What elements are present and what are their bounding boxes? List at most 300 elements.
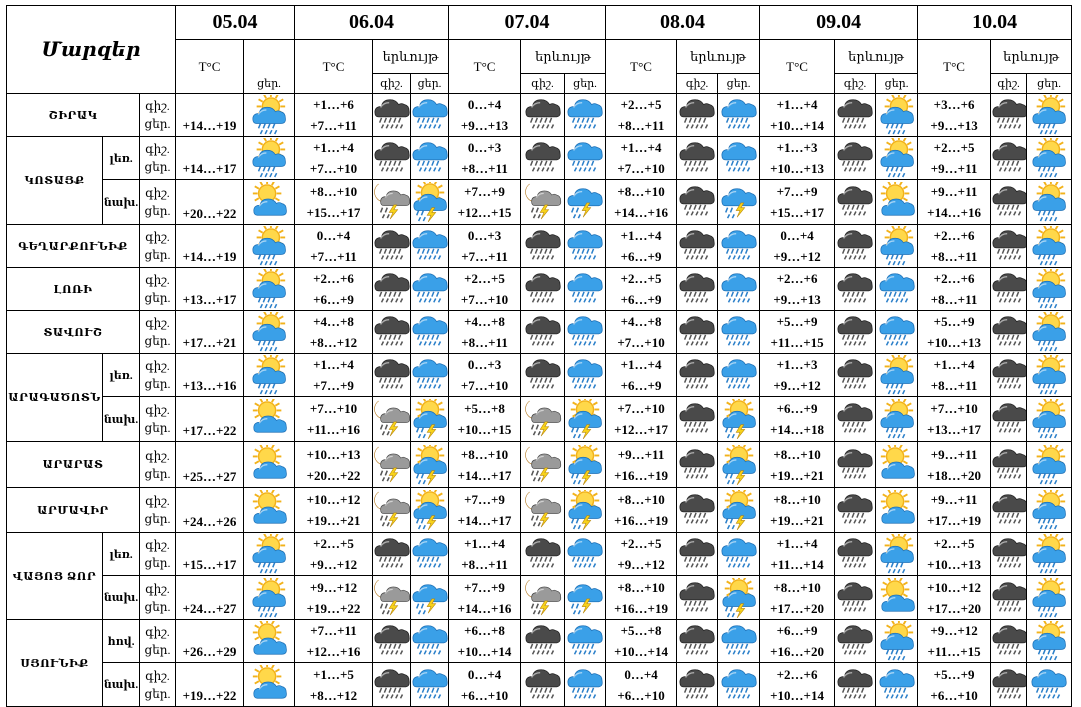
- date-header: 10.04: [918, 6, 1072, 40]
- day-temperature: +16…+19: [614, 467, 668, 483]
- night-temperature: +7…+9: [776, 184, 818, 199]
- night-temperature: +1…+4: [933, 357, 975, 372]
- temperature-cell: [606, 268, 677, 311]
- night-temperature: +9…+11: [930, 184, 978, 199]
- dark-rain-icon: [991, 94, 1027, 137]
- night-temperature: +1…+4: [313, 140, 354, 155]
- temperature-cell: [449, 137, 521, 180]
- night-label: գիշ.: [145, 142, 170, 156]
- temperature-cell: [918, 442, 991, 488]
- night-temperature: +8…+10: [617, 184, 665, 199]
- night-temperature: 0…+4: [467, 97, 502, 112]
- temperature-cell: [918, 533, 991, 576]
- night-day-labels: [140, 397, 176, 442]
- sun-rain-icon: [1027, 94, 1072, 137]
- night-temperature: +1…+4: [313, 357, 354, 372]
- day-label: ցեր.: [144, 377, 171, 391]
- cloud-rain-icon: [411, 354, 449, 397]
- night-storm-icon: [373, 397, 411, 442]
- sun-rain-icon: [876, 533, 918, 576]
- night-storm-icon: [373, 488, 411, 533]
- temperature-cell: [606, 576, 677, 620]
- night-temperature: +5…+9: [933, 666, 975, 682]
- day-temperature: +15…+17: [770, 205, 824, 220]
- dark-rain-icon: [991, 180, 1027, 225]
- night-temperature: +8…+10: [617, 579, 665, 595]
- sun-rain-icon: [1027, 180, 1072, 225]
- night-day-labels: [140, 620, 176, 663]
- cloud-rain-icon: [718, 268, 760, 311]
- dark-rain-icon: [835, 225, 876, 268]
- day-label: ցեր.: [144, 686, 171, 701]
- night-temperature: +9…+11: [930, 446, 978, 462]
- day-temperature: +7…+10: [460, 378, 509, 393]
- cloud-rain-icon: [718, 533, 760, 576]
- temperature-cell: [449, 225, 521, 268]
- cloud-rain-icon: [565, 137, 606, 180]
- temperature-cell: [918, 576, 991, 620]
- cloud-rain-icon: [565, 311, 606, 354]
- temperature-cell: [760, 94, 835, 137]
- sun-rain-icon: [876, 620, 918, 663]
- temperature-cell: +15…+17: [176, 533, 244, 576]
- temperature-cell: [606, 225, 677, 268]
- night-temperature: +8…+10: [773, 492, 821, 507]
- day-temperature: +6…+10: [617, 687, 665, 703]
- zone-label: հով.: [103, 620, 140, 663]
- day-label: ցեր.: [144, 466, 171, 481]
- day-temperature: +9…+12: [617, 557, 665, 572]
- cloud-rain-icon: [718, 620, 760, 663]
- sun-rain-icon: [244, 576, 295, 620]
- night-storm-icon: [521, 576, 565, 620]
- zone-label: լեռ.: [103, 533, 140, 576]
- night-day-labels: [140, 268, 176, 311]
- cloud-rain-icon: [718, 663, 760, 707]
- night-temperature: +10…+12: [927, 579, 981, 595]
- region-row: [7, 620, 1072, 663]
- day-temperature: +8…+11: [461, 557, 508, 572]
- sun-rain-icon: [876, 225, 918, 268]
- temperature-cell: [295, 442, 373, 488]
- sun-rain-icon: [244, 311, 295, 354]
- night-temperature: +8…+10: [617, 492, 665, 507]
- temperature-cell: [760, 663, 835, 707]
- temperature-cell: +14…+19: [176, 94, 244, 137]
- cloud-rain-icon: [876, 268, 918, 311]
- day-temperature: +6…+9: [620, 249, 662, 264]
- cloud-rain-icon: [411, 137, 449, 180]
- night-label: գիշ.: [145, 359, 170, 373]
- temperature-cell: [295, 397, 373, 442]
- dark-rain-icon: [677, 442, 718, 488]
- day-temperature: +9…+11: [930, 161, 978, 176]
- dark-rain-icon: [991, 620, 1027, 663]
- dark-rain-icon: [835, 268, 876, 311]
- night-temperature: +7…+9: [464, 579, 505, 595]
- phen-header-blank: [244, 40, 295, 74]
- zone-label: նախ.: [103, 663, 140, 707]
- night-temperature: +2…+5: [933, 140, 975, 155]
- temperature-cell: [449, 533, 521, 576]
- day-temperature: +11…+15: [927, 644, 981, 659]
- temperature-cell: [918, 180, 991, 225]
- night-temperature: +2…+5: [464, 271, 505, 286]
- dark-rain-icon: [521, 533, 565, 576]
- temperature-cell: [606, 354, 677, 397]
- temp-header: T°C: [176, 40, 244, 94]
- region-name: ԱՐԱԳԱԾՈՏՆ: [7, 354, 103, 442]
- dark-rain-icon: [991, 225, 1027, 268]
- night-temperature: 0…+4: [316, 228, 351, 243]
- night-temperature: +2…+6: [933, 271, 975, 286]
- sun-storm-icon: [718, 488, 760, 533]
- dark-rain-icon: [677, 94, 718, 137]
- dark-rain-icon: [991, 442, 1027, 488]
- night-temperature: +7…+11: [310, 623, 357, 638]
- sun-rain-icon: [1027, 620, 1072, 663]
- day-temperature: +17…+20: [927, 600, 981, 616]
- temp-header: T°C: [918, 40, 991, 94]
- night-temperature: +7…+10: [617, 401, 665, 416]
- dark-rain-icon: [677, 488, 718, 533]
- night-day-labels: [140, 311, 176, 354]
- dark-rain-icon: [373, 663, 411, 707]
- temperature-cell: [606, 311, 677, 354]
- day-label: ցեր.: [144, 556, 171, 570]
- night-temperature: +10…+13: [306, 446, 361, 462]
- night-temperature: +7…+10: [309, 401, 358, 416]
- dark-rain-icon: [677, 137, 718, 180]
- phenomenon-header: երևույթ: [991, 40, 1072, 74]
- temperature-cell: [760, 354, 835, 397]
- temperature-cell: [295, 268, 373, 311]
- dark-rain-icon: [373, 94, 411, 137]
- dark-rain-icon: [521, 94, 565, 137]
- night-temperature: +1…+4: [620, 228, 662, 243]
- region-row: [7, 533, 1072, 576]
- dark-rain-icon: [373, 268, 411, 311]
- cloud-rain-icon: [718, 94, 760, 137]
- region-name: ՎԱՅՈՑ ՁՈՐ: [7, 533, 103, 620]
- dark-rain-icon: [373, 137, 411, 180]
- temperature-cell: [449, 620, 521, 663]
- temperature-cell: [918, 663, 991, 707]
- sun-storm-icon: [565, 488, 606, 533]
- phenomenon-header: երևույթ: [521, 40, 606, 74]
- night-temperature: +6…+9: [776, 401, 818, 416]
- cloud-rain-icon: [876, 663, 918, 707]
- cloud-rain-icon: [718, 311, 760, 354]
- night-temperature: +4…+8: [464, 314, 505, 329]
- date-header: 05.04: [176, 6, 295, 40]
- day-label: ցեր.: [144, 248, 171, 262]
- dark-rain-icon: [677, 311, 718, 354]
- temperature-cell: +26…+29: [176, 620, 244, 663]
- temperature-cell: [918, 225, 991, 268]
- night-label: գիշ.: [145, 538, 170, 552]
- night-day-labels: [140, 663, 176, 707]
- day-label: ցեր.: [718, 74, 760, 94]
- sun-rain-icon: [1027, 533, 1072, 576]
- dark-rain-icon: [835, 354, 876, 397]
- sun-rain-icon: [1027, 488, 1072, 533]
- temperature-cell: [606, 94, 677, 137]
- temperature-cell: +14…+17: [176, 137, 244, 180]
- dark-rain-icon: [521, 268, 565, 311]
- dark-rain-icon: [521, 354, 565, 397]
- cloud-rain-icon: [411, 533, 449, 576]
- dark-rain-icon: [521, 663, 565, 707]
- sun-rain-icon: [244, 354, 295, 397]
- night-label: գիշ.: [991, 74, 1027, 94]
- night-day-labels: [140, 576, 176, 620]
- sun-storm-icon: [565, 442, 606, 488]
- dark-rain-icon: [373, 225, 411, 268]
- night-day-labels: [140, 225, 176, 268]
- dark-rain-icon: [835, 663, 876, 707]
- night-day-labels: [140, 94, 176, 137]
- night-day-labels: [140, 137, 176, 180]
- temperature-cell: +14…+19: [176, 225, 244, 268]
- sun-cloud-icon: [244, 442, 295, 488]
- night-temperature: +2…+5: [620, 536, 662, 551]
- day-label: ցեր.: [144, 512, 171, 526]
- sun-cloud-icon: [876, 488, 918, 533]
- night-storm-icon: [521, 180, 565, 225]
- day-temperature: +8…+11: [930, 292, 978, 307]
- sun-cloud-icon: [244, 488, 295, 533]
- dark-rain-icon: [835, 620, 876, 663]
- day-temperature: +9…+12: [773, 249, 821, 264]
- sun-cloud-icon: [244, 620, 295, 663]
- day-temperature: +12…+15: [457, 205, 512, 220]
- dark-rain-icon: [677, 225, 718, 268]
- temperature-cell: +25…+27: [176, 442, 244, 488]
- date-header: 08.04: [606, 6, 760, 40]
- sun-rain-icon: [244, 533, 295, 576]
- temperature-cell: [606, 137, 677, 180]
- day-temperature: +16…+19: [614, 513, 668, 528]
- temperature-cell: [760, 488, 835, 533]
- night-temperature: +9…+12: [930, 623, 978, 638]
- night-storm-icon: [373, 576, 411, 620]
- region-row: [7, 311, 1072, 354]
- temperature-cell: +24…+26: [176, 488, 244, 533]
- night-temperature: 0…+4: [624, 666, 658, 682]
- dark-rain-icon: [991, 576, 1027, 620]
- night-temperature: +8…+10: [309, 184, 358, 199]
- cloud-rain-icon: [565, 533, 606, 576]
- night-temperature: 0…+3: [467, 357, 502, 372]
- dark-rain-icon: [521, 225, 565, 268]
- region-name: ԿՈՏԱՅՔ: [7, 137, 103, 225]
- temperature-cell: [918, 311, 991, 354]
- sun-storm-icon: [718, 397, 760, 442]
- temperature-cell: [449, 268, 521, 311]
- region-name: ՍՅՈՒՆԻՔ: [7, 620, 103, 707]
- dark-rain-icon: [677, 576, 718, 620]
- night-day-labels: [140, 180, 176, 225]
- dark-rain-icon: [677, 397, 718, 442]
- temperature-cell: [449, 311, 521, 354]
- temperature-cell: +19…+22: [176, 663, 244, 707]
- day-temperature: +14…+18: [770, 422, 824, 437]
- night-temperature: 0…+4: [467, 666, 502, 682]
- sun-rain-icon: [1027, 354, 1072, 397]
- day-temperature: +7…+9: [313, 378, 354, 393]
- dark-rain-icon: [677, 180, 718, 225]
- night-label: գիշ.: [145, 99, 170, 113]
- temperature-cell: [760, 620, 835, 663]
- region-name: ՇԻՐԱԿ: [7, 94, 140, 137]
- night-temperature: +2…+6: [933, 228, 975, 243]
- cloud-rain-icon: [565, 663, 606, 707]
- day-temperature: +10…+13: [927, 335, 981, 350]
- day-temperature: +20…+22: [306, 467, 361, 483]
- sun-rain-icon: [876, 137, 918, 180]
- night-temperature: +5…+9: [776, 314, 818, 329]
- day-temperature: +19…+21: [306, 513, 361, 528]
- night-temperature: +5…+8: [620, 623, 662, 638]
- sun-storm-icon: [411, 180, 449, 225]
- day-temperature: +11…+14: [770, 557, 824, 572]
- day-temperature: +6…+10: [930, 687, 978, 703]
- day-temperature: +18…+20: [927, 467, 981, 483]
- night-label: գիշ.: [145, 316, 170, 330]
- region-row: [7, 488, 1072, 533]
- night-label: գիշ.: [145, 273, 170, 287]
- cloud-rain-icon: [718, 137, 760, 180]
- temperature-cell: [918, 354, 991, 397]
- temperature-cell: [760, 268, 835, 311]
- phenomenon-header: երևույթ: [677, 40, 760, 74]
- region-row: [7, 268, 1072, 311]
- day-label: ցեր.: [144, 204, 171, 218]
- dark-rain-icon: [677, 354, 718, 397]
- day-label: ցեր.: [1027, 74, 1072, 94]
- night-temperature: +6…+8: [464, 623, 505, 638]
- day-temperature: +13…+17: [927, 422, 981, 437]
- day-temperature: +7…+10: [617, 161, 665, 176]
- temperature-cell: [295, 620, 373, 663]
- region-name: ԱՐԱՐԱՏ: [7, 442, 140, 488]
- night-temperature: +1…+4: [776, 536, 818, 551]
- dark-rain-icon: [991, 354, 1027, 397]
- temperature-cell: [295, 94, 373, 137]
- night-temperature: +5…+9: [933, 314, 975, 329]
- night-temperature: 0…+3: [467, 228, 502, 243]
- forecast-table: [6, 5, 1072, 707]
- cloud-rain-icon: [565, 620, 606, 663]
- night-temperature: +2…+6: [776, 271, 818, 286]
- temperature-cell: [760, 180, 835, 225]
- dark-rain-icon: [991, 663, 1027, 707]
- day-temperature: +14…+17: [457, 467, 512, 483]
- day-temperature: +15…+17: [306, 205, 361, 220]
- cloud-storm-icon: [565, 180, 606, 225]
- day-temperature: +9…+13: [773, 292, 821, 307]
- dark-rain-icon: [991, 488, 1027, 533]
- night-label: գիշ.: [521, 74, 565, 94]
- temperature-cell: +13…+16: [176, 354, 244, 397]
- night-temperature: +2…+5: [313, 536, 354, 551]
- day-temperature: +10…+14: [770, 118, 824, 133]
- dark-rain-icon: [991, 137, 1027, 180]
- temperature-cell: [918, 397, 991, 442]
- day-temperature: +7…+11: [461, 249, 508, 264]
- region-name: ԼՈՌԻ: [7, 268, 140, 311]
- night-temperature: +4…+8: [313, 314, 354, 329]
- night-temperature: 0…+3: [467, 140, 502, 155]
- sun-storm-icon: [411, 488, 449, 533]
- sun-rain-icon: [244, 268, 295, 311]
- cloud-rain-icon: [411, 268, 449, 311]
- day-temperature: +8…+11: [930, 249, 978, 264]
- day-label: ցեր.: [565, 74, 606, 94]
- regions-header: Մարզեր: [7, 6, 176, 94]
- day-temperature: +17…+19: [927, 513, 981, 528]
- temperature-cell: +24…+27: [176, 576, 244, 620]
- dark-rain-icon: [835, 137, 876, 180]
- day-temperature: +10…+13: [927, 557, 981, 572]
- night-temperature: +1…+4: [620, 357, 662, 372]
- night-temperature: +8…+10: [460, 446, 509, 462]
- day-label: ցեր.: [144, 643, 171, 657]
- region-row: [7, 354, 1072, 397]
- sun-cloud-icon: [244, 397, 295, 442]
- temp-header: T°C: [449, 40, 521, 94]
- day-temperature: +11…+15: [770, 335, 824, 350]
- cloud-storm-icon: [565, 576, 606, 620]
- temperature-cell: [606, 397, 677, 442]
- region-row: [7, 397, 1072, 442]
- cloud-rain-icon: [565, 225, 606, 268]
- temp-header: T°C: [606, 40, 677, 94]
- night-label: գիշ.: [677, 74, 718, 94]
- day-label: ցեր.: [244, 74, 295, 94]
- day-temperature: +8…+12: [309, 687, 358, 703]
- cloud-storm-icon: [411, 576, 449, 620]
- temperature-cell: [295, 663, 373, 707]
- night-temperature: +1…+3: [776, 140, 818, 155]
- night-temperature: +7…+9: [464, 492, 505, 507]
- temperature-cell: [449, 354, 521, 397]
- temperature-cell: [760, 442, 835, 488]
- day-temperature: +19…+22: [306, 600, 361, 616]
- night-temperature: +8…+10: [773, 579, 821, 595]
- sun-cloud-icon: [876, 576, 918, 620]
- region-row: [7, 180, 1072, 225]
- night-label: գիշ.: [145, 581, 170, 596]
- night-label: գիշ.: [145, 494, 170, 508]
- dark-rain-icon: [835, 488, 876, 533]
- temperature-cell: [760, 397, 835, 442]
- day-temperature: +10…+13: [770, 161, 824, 176]
- sun-rain-icon: [876, 94, 918, 137]
- night-storm-icon: [373, 180, 411, 225]
- sun-cloud-icon: [244, 663, 295, 707]
- night-temperature: +9…+11: [617, 446, 665, 462]
- temperature-cell: [449, 180, 521, 225]
- night-day-labels: [140, 442, 176, 488]
- day-label: ցեր.: [144, 599, 171, 614]
- day-temperature: +9…+13: [930, 118, 978, 133]
- date-header: 06.04: [295, 6, 449, 40]
- temperature-cell: [295, 225, 373, 268]
- sun-storm-icon: [718, 576, 760, 620]
- night-temperature: +5…+8: [464, 401, 505, 416]
